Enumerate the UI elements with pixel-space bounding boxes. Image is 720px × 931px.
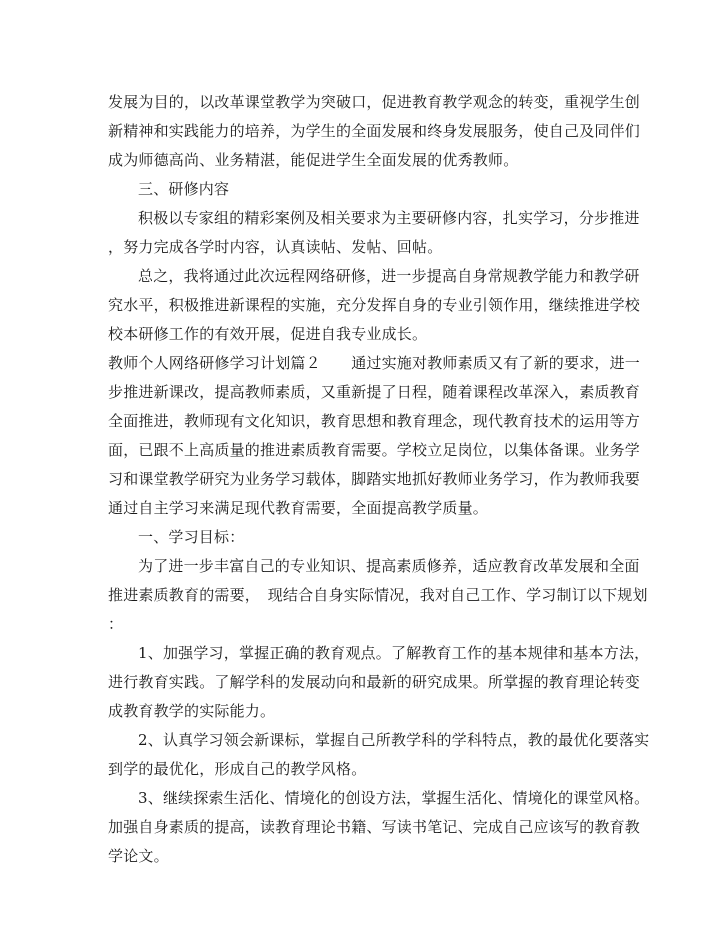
list-item-3: 3、继续探索生活化、情境化的创设方法，掌握生活化、情境化的课堂风格。 [138,789,650,807]
text-line: 总之，我将通过此次远程网络研修，进一步提高自身常规教学能力和教学研 [138,267,640,285]
text-line: 学论文。 [108,847,169,865]
text-line: 全面推进，教师现有文化知识，教育思想和教育理念，现代教育技术的运用等方 [108,412,641,430]
text-line: 究水平，积极推进新课程的实施，充分发挥自身的专业引领作用，继续推进学校 [108,296,641,314]
text-line: 成为师德高尚、业务精湛，能促进学生全面发展的优秀教师。 [108,151,519,169]
text-line: 面，已跟不上高质量的推进素质教育需要。学校立足岗位，以集体备课。业务学 [108,441,641,459]
text-line: 为了进一步丰富自己的专业知识、提高素质修养，适应教育改革发展和全面 [138,557,640,575]
text-line: 成教育教学的实际能力。 [108,702,276,720]
section-heading-learning-goals: 一、学习目标： [138,528,245,546]
list-item-1: 1、加强学习，掌握正确的教育观点。了解教育工作的基本规律和基本方法， [138,644,650,662]
text-line: 步推进新课改，提高教师素质，又重新提了日程，随着课程改革深入，素质教育 [108,383,641,401]
text-line: 进行教育实践。了解学科的发展动向和最新的研究成果。所掌握的教育理论转变 [108,673,641,691]
text-line: 积极以专家组的精彩案例及相关要求为主要研修内容，扎实学习，分步推进 [138,209,640,227]
text-line: 加强自身素质的提高，读教育理论书籍、写读书笔记、完成自己应该写的教育教 [108,818,641,836]
text-line: 到学的最优化，形成自己的教学风格。 [108,760,367,778]
text-line: 习和课堂教学研究为业务学习载体，脚踏实地抓好教师业务学习，作为教师我要 [108,470,641,488]
article-title-line: 教师个人网络研修学习计划篇２ 通过实施对教师素质又有了新的要求，进一 [108,354,641,372]
text-line: 校本研修工作的有效开展，促进自我专业成长。 [108,325,428,343]
text-line: 新精神和实践能力的培养，为学生的全面发展和终身发展服务，使自己及同伴们 [108,122,641,140]
section-heading-research-content: 三、研修内容 [138,180,230,198]
text-line: 发展为目的，以改革课堂教学为突破口，促进教育教学观念的转变，重视学生创 [108,93,641,111]
text-line: ： [108,615,124,633]
document-page [108,88,650,871]
text-line: ，努力完成各学时内容，认真读帖、发帖、回帖。 [108,238,443,256]
text-line: 通过自主学习来满足现代教育需要，全面提高教学质量。 [108,499,489,517]
list-item-2: 2、认真学习领会新课标，掌握自己所教学科的学科特点，教的最优化要落实 [138,731,650,749]
text-line: 推进素质教育的需要， 现结合自身实际情况，我对自己工作、学习制订以下规划 [108,586,648,604]
